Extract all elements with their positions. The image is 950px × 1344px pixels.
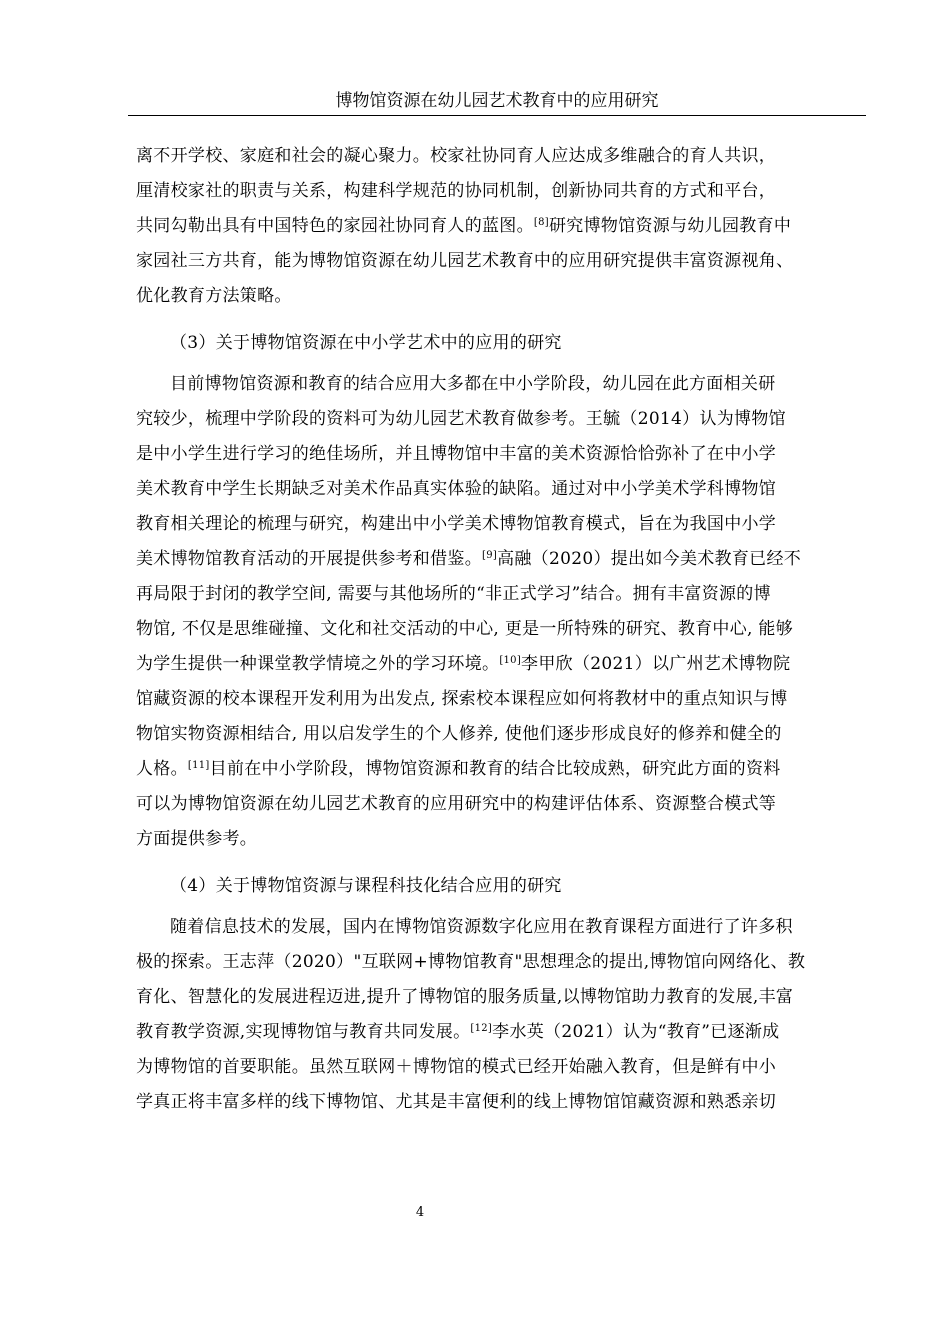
text-line — [136, 1055, 776, 1079]
text-line — [136, 722, 782, 746]
text-line — [136, 407, 786, 431]
text-line — [170, 915, 793, 939]
text-run: （4）关于博物馆资源与课程科技化结合应用的研究 — [170, 876, 562, 896]
text-run: 李甲欣（2021）以广州艺术博物院 — [521, 654, 791, 674]
text-run: 美术教育中学生长期缺乏对美术作品真实体验的缺陷。通过对中小学美术学科博物馆 — [136, 479, 777, 499]
text-run: 教育相关理论的梳理与研究，构建出中小学美术博物馆教育模式，旨在为我国中小学 — [136, 514, 777, 534]
text-run: （3）关于博物馆资源在中小学艺术中的应用的研究 — [170, 333, 562, 353]
text-line — [136, 950, 805, 974]
text-line — [136, 1020, 780, 1044]
text-run: 学真正将丰富多样的线下博物馆、尤其是丰富便利的线上博物馆馆藏资源和熟悉亲切 — [136, 1092, 777, 1112]
text-run: 优化教育方法策略。 — [136, 286, 292, 306]
text-run: 极的探索。王志萍（2020）"互联网+博物馆教育"思想理念的提出,博物馆向网络化、教 — [136, 952, 806, 972]
text-run: 究较少，梳理中学阶段的资料可为幼儿园艺术教育做参考。王毓（2014）认为博物馆 — [136, 409, 786, 429]
text-run: 物馆, 不仅是思维碰撞、文化和社交活动的中心, 更是一所特殊的研究、教育中心, 能够 — [136, 619, 794, 639]
text-run: 随着信息技术的发展，国内在博物馆资源数字化应用在教育课程方面进行了许多积 — [170, 917, 793, 937]
text-line — [136, 512, 776, 536]
text-run: 教育教学资源,实现博物馆与教育共同发展。 — [136, 1022, 471, 1042]
text-line — [136, 249, 793, 273]
text-run: 物馆实物资源相结合, 用以启发学生的个人修养, 使他们逐步形成良好的修养和健全的 — [136, 724, 782, 744]
text-line — [136, 144, 776, 168]
running-header: 博物馆资源在幼儿园艺术教育中的应用研究 — [335, 91, 659, 111]
text-line — [136, 284, 292, 308]
text-line — [136, 477, 776, 501]
section-heading — [170, 331, 562, 355]
text-line — [136, 1090, 776, 1114]
text-run: 目前在中小学阶段，博物馆资源和教育的结合比较成熟，研究此方面的资料 — [209, 759, 781, 779]
text-run: 李水英（2021）认为“教育”已逐渐成 — [492, 1022, 780, 1042]
text-run: 共同勾勒出具有中国特色的家园社协同育人的蓝图。 — [136, 216, 534, 236]
citation-ref: [10] — [499, 655, 522, 666]
citation-ref: [9] — [482, 550, 498, 561]
text-run: 厘清校家社的职责与关系，构建科学规范的协同机制，创新协同共育的方式和平台， — [136, 181, 777, 201]
text-run: 为学生提供一种课堂教学情境之外的学习环境。 — [136, 654, 500, 674]
text-run: 高融（2020）提出如今美术教育已经不 — [497, 549, 802, 569]
text-line — [136, 757, 781, 781]
text-run: 家园社三方共育，能为博物馆资源在幼儿园艺术教育中的应用研究提供丰富资源视角、 — [136, 251, 794, 271]
citation-ref: [11] — [187, 760, 210, 771]
text-line — [136, 547, 801, 571]
text-run: 可以为博物馆资源在幼儿园艺术教育的应用研究中的构建评估体系、资源整合模式等 — [136, 794, 777, 814]
section-heading — [170, 874, 562, 898]
text-line — [136, 827, 257, 851]
text-run: 再局限于封闭的教学空间, 需要与其他场所的“非正式学习”结合。拥有丰富资源的博 — [136, 584, 771, 604]
page-number: 4 — [415, 1205, 425, 1220]
citation-ref: [8] — [533, 217, 549, 228]
text-run: 是中小学生进行学习的绝佳场所，并且博物馆中丰富的美术资源恰恰弥补了在中小学 — [136, 444, 777, 464]
text-run: 人格。 — [136, 759, 188, 779]
text-line — [136, 214, 791, 238]
text-run: 美术博物馆教育活动的开展提供参考和借鉴。 — [136, 549, 482, 569]
header-rule — [128, 115, 866, 116]
text-line — [136, 179, 776, 203]
text-run: 为博物馆的首要职能。虽然互联网＋博物馆的模式已经开始融入教育，但是鲜有中小 — [136, 1057, 777, 1077]
text-run: 离不开学校、家庭和社会的凝心聚力。校家社协同育人应达成多维融合的育人共识， — [136, 146, 777, 166]
text-line — [136, 652, 790, 676]
text-run: 育化、智慧化的发展进程迈进,提升了博物馆的服务质量,以博物馆助力教育的发展,丰富 — [136, 987, 794, 1007]
text-run: 馆藏资源的校本课程开发利用为出发点, 探索校本课程应如何将教材中的重点知识与博 — [136, 689, 788, 709]
text-run: 方面提供参考。 — [136, 829, 258, 849]
text-line — [136, 792, 776, 816]
text-line — [136, 442, 776, 466]
text-run: 研究博物馆资源与幼儿园教育中 — [548, 216, 792, 236]
text-line — [136, 687, 788, 711]
citation-ref: [12] — [470, 1023, 493, 1034]
text-line — [136, 582, 771, 606]
text-line — [136, 617, 793, 641]
text-run: 目前博物馆资源和教育的结合应用大多都在中小学阶段，幼儿园在此方面相关研 — [170, 374, 776, 394]
text-line — [136, 985, 793, 1009]
text-line — [170, 372, 776, 396]
